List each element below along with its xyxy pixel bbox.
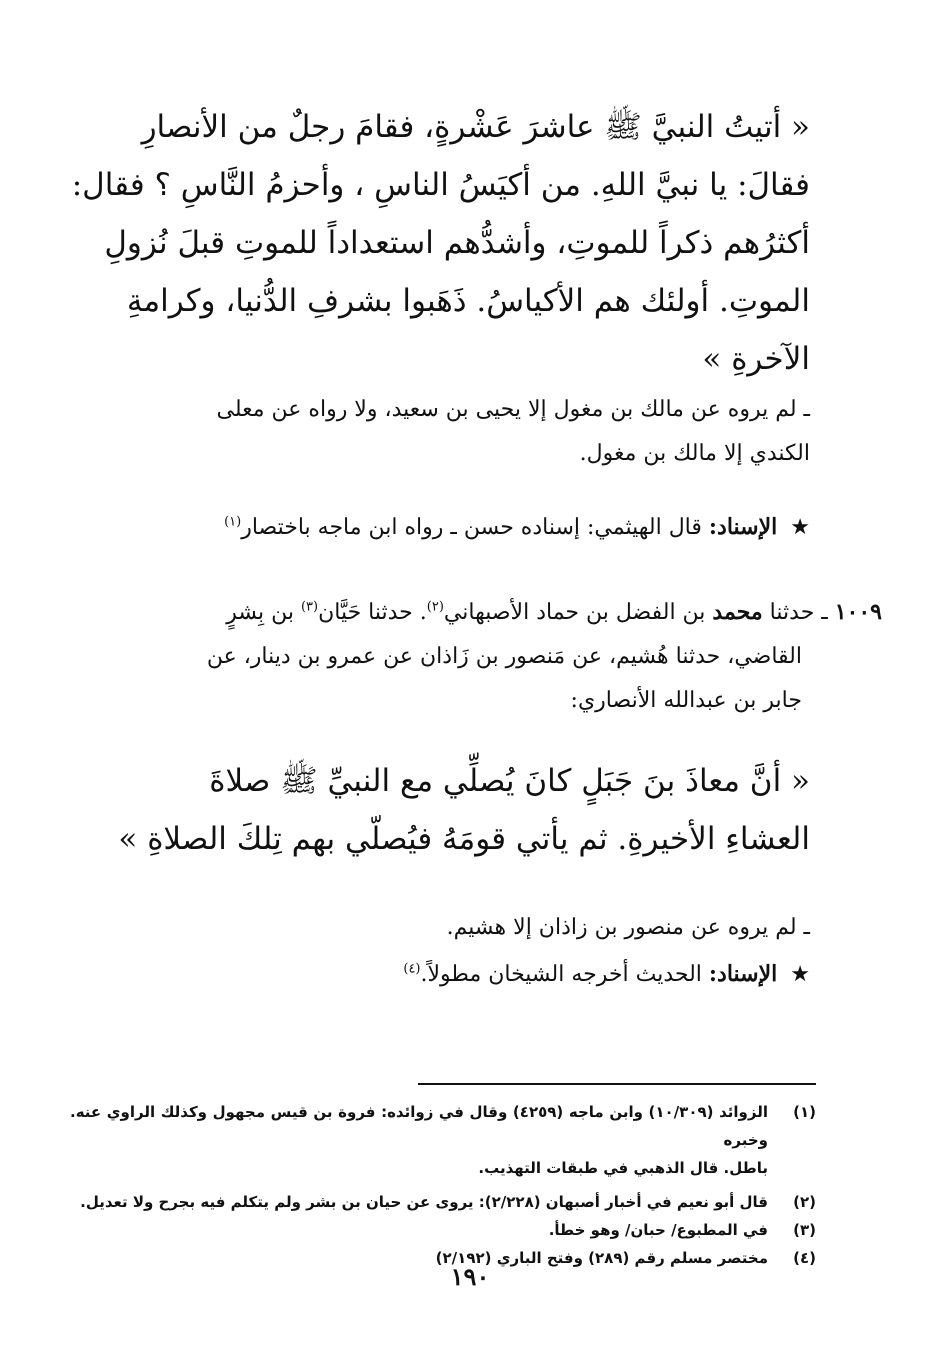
chain-line xyxy=(70,590,882,635)
chain-text: ـ حدثنا xyxy=(762,600,828,625)
footnote-number: (٢) xyxy=(793,1193,816,1211)
isnad-text: قال الهيثمي: إسناده حسن ـ رواه ابن ماجه باختصار xyxy=(241,515,702,540)
hadith-1008-isnad xyxy=(70,505,810,550)
hadith-1009-matn xyxy=(70,752,810,868)
chain-line: جابر بن عبدالله الأنصاري: xyxy=(570,688,802,713)
footnote-line: الزوائد (١٠/٣٠٩) وابن ماجه (٤٢٥٩) وقال في زوائده: فروة بن قيس مجهول وكذلك الراوي عنه. وخبره xyxy=(70,1103,768,1149)
footnote-number: (٤) xyxy=(793,1249,816,1267)
footnote-1 xyxy=(70,1098,816,1182)
chain-text: بن بِشرٍ xyxy=(226,600,301,625)
chain-text: بن الفضل بن حماد الأصبهاني xyxy=(443,600,713,625)
star-icon: ★ xyxy=(790,962,810,987)
hadith-1009-chain xyxy=(70,590,882,723)
footnote-number: (١) xyxy=(793,1103,816,1121)
footnote-2 xyxy=(70,1188,816,1216)
note-line: الكندي إلا مالك بن مغول. xyxy=(579,441,810,466)
note-line: ـ لم يروه عن مالك بن مغول إلا يحيى بن سعيد، ولا رواه عن معلى xyxy=(216,397,810,422)
hadith-1009-isnad xyxy=(70,952,810,997)
footnote-line: مختصر مسلم رقم (٢٨٩) وفتح الباري (٢/١٩٢) xyxy=(435,1249,768,1267)
footnote-line: باطل. قال الذهبي في طبقات التهذيب. xyxy=(478,1159,768,1177)
footnote-separator xyxy=(418,1083,816,1085)
footnote-line: قال أبو نعيم في أخبار أصبهان (٢/٢٢٨): يروى عن حيان بن بشر ولم يتكلم فيه بجرح ولا تعديل. xyxy=(80,1193,768,1211)
matn-line: أكثرُهم ذكراً للموتِ، وأشدُّهم استعداداً للموتِ قبلَ نُزولِ xyxy=(104,225,810,261)
footnotes xyxy=(70,1098,816,1272)
matn-line: فقالَ: يا نبيَّ اللهِ. من أكيَسُ الناسِ ، وأحزمُ النَّاسِ ؟ فقال: xyxy=(71,167,810,203)
footnote-ref: (٢) xyxy=(426,599,444,615)
hadith-1008-matn xyxy=(70,98,810,388)
footnote-number: (٣) xyxy=(793,1221,816,1239)
chain-text: . حدثنا حَيَّان xyxy=(318,600,427,625)
footnote-3 xyxy=(70,1216,816,1244)
isnad-label: الإسناد: xyxy=(708,514,778,540)
matn-line: الموتِ. أولئك هم الأكياسُ. ذَهَبوا بشرفِ الدُّنيا، وكرامةِ xyxy=(126,283,810,319)
footnote-ref: (٣) xyxy=(300,599,319,615)
matn-line: الآخرةِ » xyxy=(702,341,810,377)
narrator-name: محمد xyxy=(712,599,763,625)
footnote-ref: (١) xyxy=(224,514,242,530)
star-icon: ★ xyxy=(790,515,810,540)
hadith-number: ١٠٠٩ xyxy=(834,599,882,625)
matn-line: العشاءِ الأخيرةِ. ثم يأتي قومَهُ فيُصلّي بهم تِلكَ الصلاةِ » xyxy=(118,821,810,857)
hadith-1009-note: ـ لم يروه عن منصور بن زاذان إلا هشيم. xyxy=(446,915,810,940)
matn-line: « أتيتُ النبيَّ ﷺ عاشرَ عَشْرةٍ، فقامَ رجلٌ من الأنصارِ xyxy=(141,109,810,145)
isnad-label: الإسناد: xyxy=(708,961,778,987)
isnad-text: الحديث أخرجه الشيخان مطولاً. xyxy=(420,962,702,987)
matn-line: « أنَّ معاذَ بنَ جَبَلٍ كانَ يُصلِّي مع النبيِّ ﷺ صلاةَ xyxy=(209,763,810,799)
hadith-1008-note xyxy=(70,388,810,476)
footnote-line: في المطبوع/ حبان/ وهو خطأ. xyxy=(548,1221,768,1239)
footnote-ref: (٤) xyxy=(403,961,421,977)
footnote-text xyxy=(70,1098,768,1182)
page-number: ١٩٠ xyxy=(450,1262,490,1291)
chain-line: القاضي، حدثنا هُشيم، عن مَنصور بن زَاذان عن عمرو بن دينار، عن xyxy=(206,644,802,669)
